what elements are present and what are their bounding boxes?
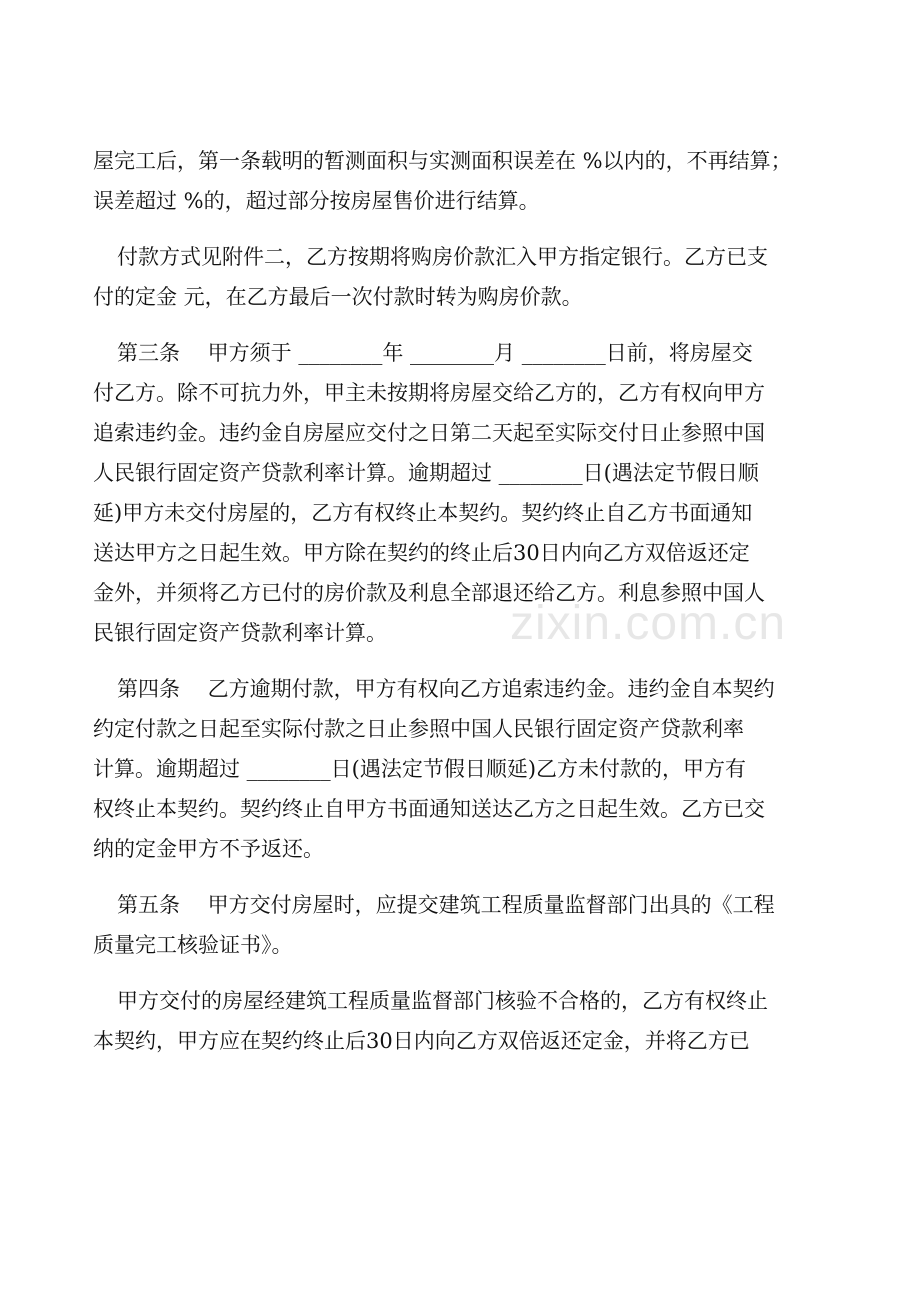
paragraph-article-4: [93, 673, 838, 873]
text-line: 约定付款之日起至实际付款之日止参照中国人民银行固定资产贷款利率: [93, 717, 744, 741]
paragraph-payment-method: [93, 241, 838, 321]
text-line: 人民银行固定资产贷款利率计算。逾期超过 ________日(遇法定节假日顺: [93, 461, 759, 485]
text-line: 追索违约金。违约金自房屋应交付之日第二天起至实际交付日止参照中国: [93, 421, 765, 445]
document-page: [93, 145, 838, 1065]
text-line: 付乙方。除不可抗力外，甲主未按期将房屋交给乙方的，乙方有权向甲方: [93, 381, 765, 405]
paragraph-article-5: [93, 889, 838, 969]
text-line: 纳的定金甲方不予返还。: [93, 837, 324, 861]
watermark: zixin.com.cn: [510, 597, 787, 650]
paragraph-article-3: [93, 337, 838, 657]
text-line: 送达甲方之日起生效。甲方除在契约的终止后30日内向乙方双倍返还定: [93, 541, 750, 565]
text-line: 金外，并须将乙方已付的房价款及利息全部退还给乙方。利息参照中国人: [93, 581, 765, 605]
text-line: 付的定金 元，在乙方最后一次付款时转为购房价款。: [93, 285, 583, 309]
text-line: 甲方交付的房屋经建筑工程质量监督部门核验不合格的，乙方有权终止: [117, 989, 768, 1013]
text-line: 民银行固定资产贷款利率计算。: [93, 621, 387, 645]
paragraph-quality-failure: [93, 985, 838, 1065]
text-line: 计算。逾期超过 ________日(遇法定节假日顺延)乙方未付款的，甲方有: [93, 757, 747, 781]
text-line: 本契约，甲方应在契约终止后30日内向乙方双倍返还定金，并将乙方已: [93, 1029, 750, 1053]
text-line: 第四条 乙方逾期付款，甲方有权向乙方追索违约金。违约金自本契约: [117, 677, 775, 701]
text-line: 权终止本契约。契约终止自甲方书面通知送达乙方之日起生效。乙方已交: [93, 797, 765, 821]
text-line: 付款方式见附件二，乙方按期将购房价款汇入甲方指定银行。乙方已支: [117, 245, 768, 269]
text-line: 第五条 甲方交付房屋时，应提交建筑工程质量监督部门出具的《工程: [117, 893, 775, 917]
paragraph-area-settlement: [93, 145, 838, 225]
text-line: 误差超过 %的，超过部分按房屋售价进行结算。: [93, 189, 540, 213]
text-line: 第三条 甲方须于 ________年 ________月 ________日前，将房屋交: [117, 341, 753, 365]
text-line: 屋完工后，第一条载明的暂测面积与实测面积误差在 %以内的，不再结算；: [93, 149, 792, 173]
text-line: 延)甲方未交付房屋的，乙方有权终止本契约。契约终止自乙方书面通知: [93, 501, 753, 525]
text-line: 质量完工核验证书》。: [93, 933, 293, 957]
